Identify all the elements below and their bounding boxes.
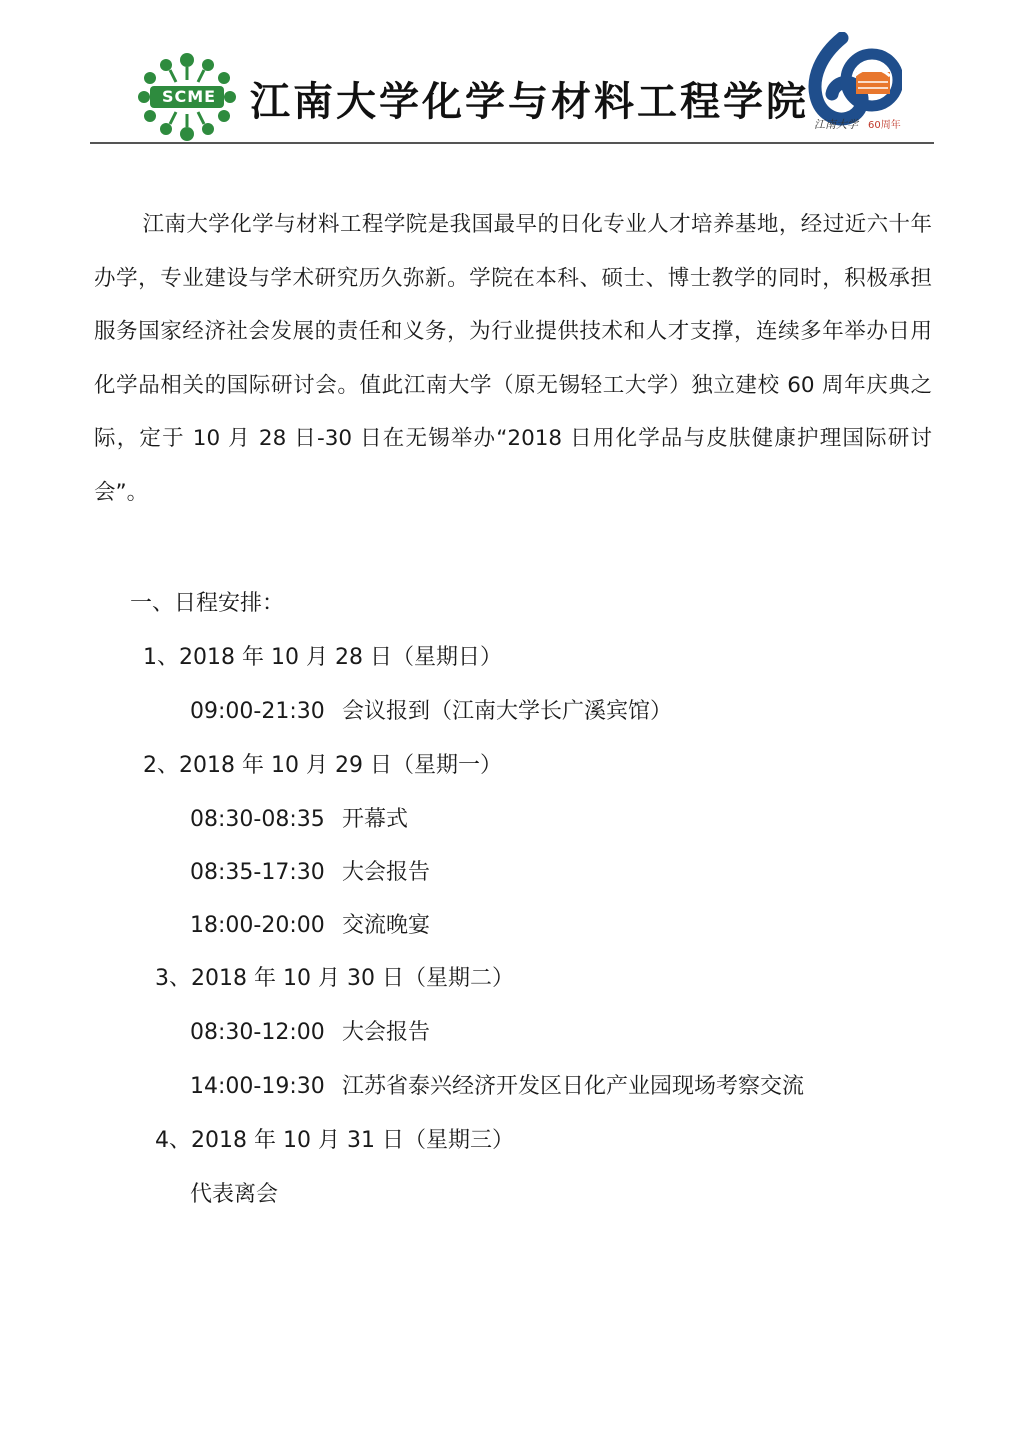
event-time: 08:30-12:00 — [190, 1020, 325, 1045]
intro-paragraph — [94, 198, 932, 519]
event-desc: 会议报到（江南大学长广溪宾馆） — [342, 699, 673, 724]
schedule-event — [190, 855, 430, 886]
schedule-day-2: 2、2018 年 10 月 29 日（星期一） — [143, 753, 502, 778]
header-divider — [90, 142, 934, 144]
page-title: 江南大学化学与材料工程学院 — [250, 78, 809, 125]
schedule-title: 一、日程安排： — [130, 591, 285, 616]
intro-text: 江南大学化学与材料工程学院是我国最早的日化专业人才培养基地，经过近六十年办学，专业建设与学术研究历久弥新。学院在本科、硕士、博士教学的同时，积极承担服务国家经济社会发展的责任和义务，为行业提供技术和人才支撑，连续多年举办日用化学品相关的国际研讨会。值此江南大学（原无锡轻工大学）独立建校 60 周年庆典之际，定于 10 月 28 日-30 日在无锡举办“2018 日用化学品与皮肤健康护理国际研讨会”。 — [94, 212, 932, 505]
event-time: 14:00-19:30 — [190, 1074, 325, 1099]
schedule-event — [190, 1069, 804, 1100]
schedule-event — [190, 802, 408, 833]
schedule-event — [190, 908, 430, 939]
event-time: 18:00-20:00 — [190, 913, 325, 938]
event-time: 08:30-08:35 — [190, 807, 325, 832]
event-desc: 大会报告 — [342, 860, 431, 885]
event-time: 09:00-21:30 — [190, 699, 325, 724]
event-desc: 江苏省泰兴经济开发区日化产业园现场考察交流 — [342, 1074, 805, 1099]
event-desc: 大会报告 — [342, 1020, 431, 1045]
schedule-day-1: 1、2018 年 10 月 28 日（星期日） — [143, 645, 502, 670]
schedule-day-4: 4、2018 年 10 月 31 日（星期三） — [155, 1128, 514, 1153]
page-header — [90, 30, 934, 144]
anniversary-caption: 江南大学 — [814, 118, 858, 131]
schedule-event — [190, 1177, 278, 1208]
event-desc: 交流晚宴 — [342, 913, 431, 938]
event-desc: 代表离会 — [190, 1182, 279, 1207]
anniversary-label: 60周年 — [868, 120, 901, 131]
scme-logo-text: SCME — [161, 87, 217, 106]
event-time: 08:35-17:30 — [190, 860, 325, 885]
schedule-day-3: 3、2018 年 10 月 30 日（星期二） — [155, 966, 514, 991]
event-desc: 开幕式 — [342, 807, 409, 832]
schedule-event — [190, 694, 672, 725]
schedule-event — [190, 1015, 430, 1046]
